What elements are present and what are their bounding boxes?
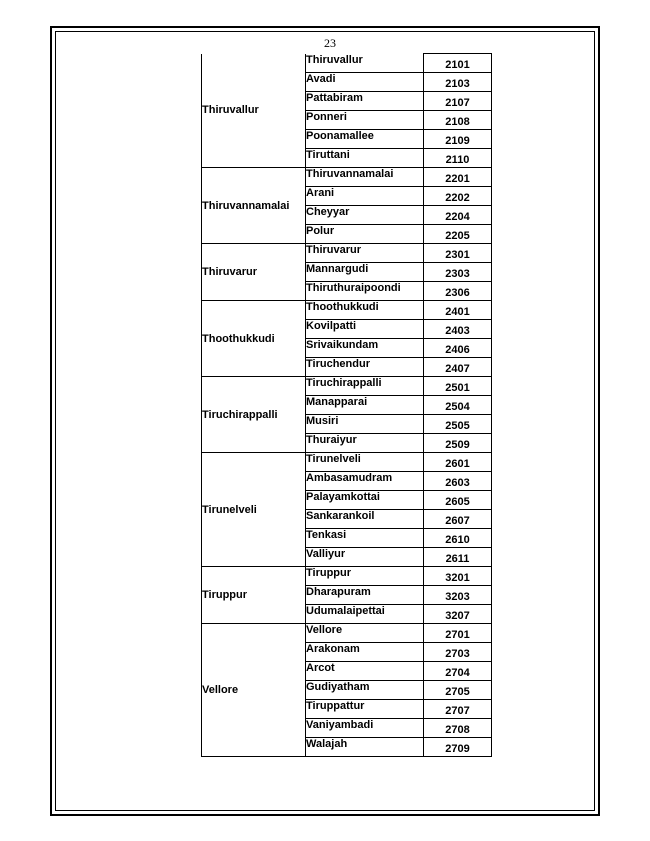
district-cell: Thiruvallur bbox=[202, 54, 306, 168]
code-cell: 2708 bbox=[424, 719, 492, 738]
code-cell: 2407 bbox=[424, 358, 492, 377]
code-cell: 2301 bbox=[424, 244, 492, 263]
district-cell: Tiruppur bbox=[202, 567, 306, 624]
code-cell: 2509 bbox=[424, 434, 492, 453]
branch-cell: Udumalaipettai bbox=[306, 605, 424, 624]
table-row bbox=[202, 301, 492, 320]
code-cell: 2709 bbox=[424, 738, 492, 757]
branch-cell: Sankarankoil bbox=[306, 510, 424, 529]
district-cell: Tiruchirappalli bbox=[202, 377, 306, 453]
district-cell: Thoothukkudi bbox=[202, 301, 306, 377]
branch-cell: Polur bbox=[306, 225, 424, 244]
code-cell: 2707 bbox=[424, 700, 492, 719]
branch-cell: Thiruvarur bbox=[306, 244, 424, 263]
branch-cell: Thiruthuraipoondi bbox=[306, 282, 424, 301]
code-cell: 2610 bbox=[424, 529, 492, 548]
branch-cell: Mannargudi bbox=[306, 263, 424, 282]
code-cell: 2101 bbox=[424, 54, 492, 73]
page-number: 23 bbox=[324, 36, 336, 50]
code-cell: 2701 bbox=[424, 624, 492, 643]
branch-cell: Cheyyar bbox=[306, 206, 424, 225]
branch-cell: Manapparai bbox=[306, 396, 424, 415]
code-cell: 3201 bbox=[424, 567, 492, 586]
branch-cell: Dharapuram bbox=[306, 586, 424, 605]
branch-cell: Srivaikundam bbox=[306, 339, 424, 358]
branch-cell: Tenkasi bbox=[306, 529, 424, 548]
code-cell: 2505 bbox=[424, 415, 492, 434]
code-cell: 2603 bbox=[424, 472, 492, 491]
branch-cell: Arakonam bbox=[306, 643, 424, 662]
branch-cell: Tiruppur bbox=[306, 567, 424, 586]
district-cell: Thiruvarur bbox=[202, 244, 306, 301]
code-cell: 2607 bbox=[424, 510, 492, 529]
branch-cell: Thoothukkudi bbox=[306, 301, 424, 320]
code-cell: 2306 bbox=[424, 282, 492, 301]
code-cell: 2110 bbox=[424, 149, 492, 168]
code-cell: 2202 bbox=[424, 187, 492, 206]
code-cell: 3203 bbox=[424, 586, 492, 605]
code-cell: 2705 bbox=[424, 681, 492, 700]
district-cell: Thiruvannamalai bbox=[202, 168, 306, 244]
table-row bbox=[202, 54, 492, 73]
branch-cell: Avadi bbox=[306, 73, 424, 92]
code-cell: 2205 bbox=[424, 225, 492, 244]
branch-cell: Kovilpatti bbox=[306, 320, 424, 339]
code-cell: 2109 bbox=[424, 130, 492, 149]
branch-cell: Tirunelveli bbox=[306, 453, 424, 472]
branch-cell: Arcot bbox=[306, 662, 424, 681]
code-cell: 2107 bbox=[424, 92, 492, 111]
code-cell: 2401 bbox=[424, 301, 492, 320]
table-row bbox=[202, 624, 492, 643]
code-cell: 2703 bbox=[424, 643, 492, 662]
branch-cell: Vellore bbox=[306, 624, 424, 643]
branch-cell: Tiruchirappalli bbox=[306, 377, 424, 396]
code-cell: 2303 bbox=[424, 263, 492, 282]
branch-cell: Arani bbox=[306, 187, 424, 206]
district-branch-code-table bbox=[201, 53, 492, 757]
code-cell: 3207 bbox=[424, 605, 492, 624]
code-cell: 2704 bbox=[424, 662, 492, 681]
branch-cell: Poonamallee bbox=[306, 130, 424, 149]
branch-cell: Thiruvallur bbox=[306, 54, 424, 73]
district-cell: Vellore bbox=[202, 624, 306, 757]
code-cell: 2108 bbox=[424, 111, 492, 130]
table-row bbox=[202, 567, 492, 586]
branch-cell: Thiruvannamalai bbox=[306, 168, 424, 187]
code-cell: 2204 bbox=[424, 206, 492, 225]
branch-cell: Walajah bbox=[306, 738, 424, 757]
branch-cell: Tiruchendur bbox=[306, 358, 424, 377]
code-cell: 2501 bbox=[424, 377, 492, 396]
district-cell: Tirunelveli bbox=[202, 453, 306, 567]
table-row bbox=[202, 244, 492, 263]
code-cell: 2504 bbox=[424, 396, 492, 415]
table-row bbox=[202, 377, 492, 396]
code-cell: 2103 bbox=[424, 73, 492, 92]
code-cell: 2201 bbox=[424, 168, 492, 187]
code-cell: 2611 bbox=[424, 548, 492, 567]
table-row bbox=[202, 453, 492, 472]
branch-cell: Vaniyambadi bbox=[306, 719, 424, 738]
branch-cell: Ambasamudram bbox=[306, 472, 424, 491]
branch-cell: Tiruttani bbox=[306, 149, 424, 168]
table-body bbox=[202, 54, 492, 757]
table-row bbox=[202, 168, 492, 187]
code-cell: 2601 bbox=[424, 453, 492, 472]
branch-cell: Palayamkottai bbox=[306, 491, 424, 510]
branch-cell: Tiruppattur bbox=[306, 700, 424, 719]
code-cell: 2605 bbox=[424, 491, 492, 510]
branch-cell: Pattabiram bbox=[306, 92, 424, 111]
code-cell: 2406 bbox=[424, 339, 492, 358]
branch-cell: Gudiyatham bbox=[306, 681, 424, 700]
branch-cell: Thuraiyur bbox=[306, 434, 424, 453]
branch-cell: Musiri bbox=[306, 415, 424, 434]
branch-cell: Valliyur bbox=[306, 548, 424, 567]
branch-cell: Ponneri bbox=[306, 111, 424, 130]
code-cell: 2403 bbox=[424, 320, 492, 339]
